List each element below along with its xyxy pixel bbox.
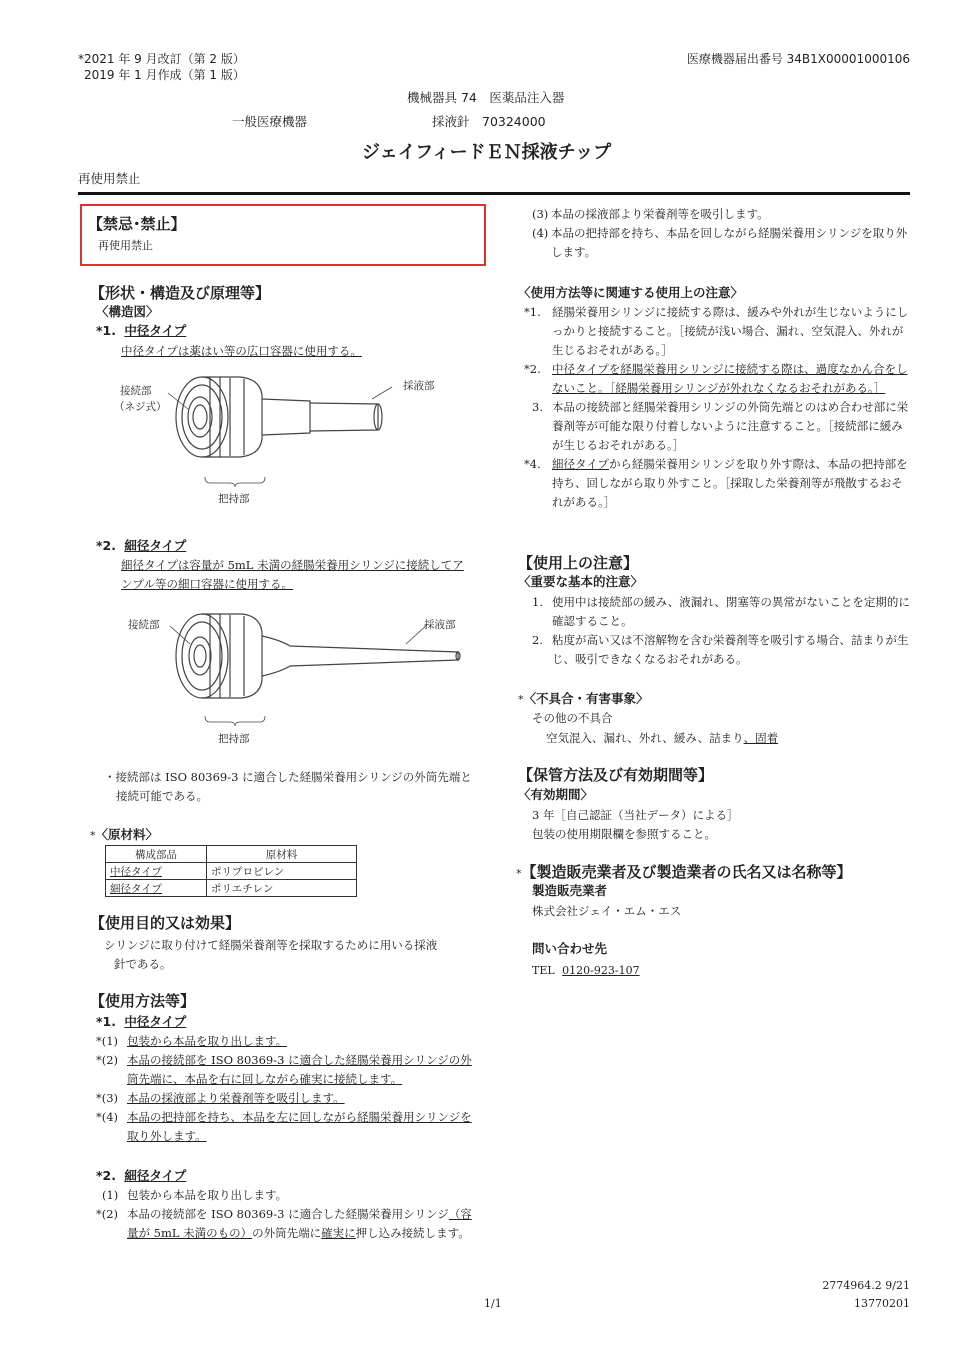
usage1-heading bbox=[96, 1013, 186, 1031]
usage1-steps bbox=[96, 1032, 482, 1146]
prohibition-title: 【禁忌･禁止】 bbox=[88, 215, 186, 233]
validity-line1: 3 年［自己認証（当社データ）による］ bbox=[532, 808, 739, 822]
narrow-tip-diagram bbox=[110, 600, 470, 740]
note-bullet: ・ bbox=[104, 770, 116, 784]
item-text: 使用中は接続部の緩み、液漏れ、閉塞等の異常がないことを定期的に確認すること。 bbox=[552, 595, 910, 628]
registration-number: 医療機器届出番号 34B1X00001000106 bbox=[686, 52, 910, 66]
list-item bbox=[96, 1089, 482, 1108]
list-item bbox=[96, 1205, 482, 1243]
important-list bbox=[532, 593, 910, 669]
table-row bbox=[106, 880, 357, 897]
adverse-subtitle: 〈不具合・有害事象〉 bbox=[523, 691, 649, 706]
footer-page: 1/1 bbox=[484, 1297, 502, 1310]
usage-section-title: 【使用方法等】 bbox=[90, 992, 196, 1010]
step-marker: *(4) bbox=[96, 1110, 119, 1124]
list-item bbox=[532, 593, 910, 631]
table-row bbox=[106, 863, 357, 880]
validity-line2: 包装の使用期限欄を参照すること。 bbox=[532, 827, 716, 841]
maker-name: 株式会社ジェイ・エム・エス bbox=[532, 904, 682, 918]
type1-description: 中径タイプは薬はい等の広口容器に使用する。 bbox=[121, 344, 362, 358]
type2-mark: *2. bbox=[96, 538, 116, 553]
step-marker: (1) bbox=[102, 1188, 119, 1202]
connector-note-line1 bbox=[104, 768, 472, 787]
list-item bbox=[526, 224, 910, 262]
footer-code1: 2774964.2 9/21 bbox=[822, 1279, 910, 1292]
step-marker: *(2) bbox=[96, 1207, 119, 1221]
product-title: ジェイフィードＥＮ採液チップ bbox=[362, 142, 612, 163]
maker-subtitle: 製造販売業者 bbox=[532, 883, 608, 898]
maker-mark: * bbox=[516, 867, 522, 880]
table-header-cell: 原材料 bbox=[207, 846, 357, 863]
tel-label: TEL bbox=[532, 964, 555, 977]
diagram2-connect-label: 接続部 bbox=[128, 619, 160, 631]
usage2-steps bbox=[96, 1186, 482, 1243]
contact-subtitle: 問い合わせ先 bbox=[532, 941, 608, 956]
item-text: 経腸栄養用シリンジに接続する際は、緩みや外れが生じないようにしっかりと接続すること。［接続が浅い場合、漏れ、空気混入、外れが生じるおそれがある。］ bbox=[552, 305, 909, 357]
table-cell: 細径タイプ bbox=[106, 880, 207, 897]
right-steps bbox=[526, 205, 910, 262]
list-item bbox=[526, 205, 910, 224]
maker-section-title bbox=[516, 862, 852, 884]
type1-mark: *1. bbox=[96, 323, 116, 338]
prohibition-text: 再使用禁止 bbox=[98, 239, 153, 252]
validity-subtitle: 〈有効期間〉 bbox=[518, 787, 594, 802]
tel-number: 0120-923-107 bbox=[562, 964, 640, 977]
diagram2-grip-label: 把持部 bbox=[218, 733, 250, 745]
step-text-part: の外筒先端に bbox=[252, 1226, 322, 1240]
step-marker: *(2) bbox=[96, 1053, 119, 1067]
item-marker: 3. bbox=[532, 400, 543, 414]
material-heading bbox=[90, 826, 158, 845]
table-header-row bbox=[106, 846, 357, 863]
table-cell: ポリエチレン bbox=[207, 880, 357, 897]
step-text-part: ます。 bbox=[436, 1226, 470, 1240]
item-text bbox=[552, 455, 910, 512]
connector-note-line2: 接続可能である。 bbox=[116, 789, 208, 803]
item-text-part: から経腸栄養用シリンジを取り外す際は、本品の把持部を持ち、回しながら取り外すこと。［採取した栄養剤等が飛散するおそれがある。］ bbox=[552, 457, 908, 509]
item-marker: *4. bbox=[524, 457, 541, 471]
item-text: 粘度が高い又は不溶解物を含む栄養剤等を吸引する場合、詰まりが生じ、吸引できなくなるおそれがある。 bbox=[552, 633, 909, 666]
structure-subtitle: 〈構造図〉 bbox=[96, 304, 159, 319]
list-item bbox=[96, 1108, 482, 1146]
purpose-section-title: 【使用目的又は効果】 bbox=[90, 914, 241, 932]
precaution-section-title: 【使用上の注意】 bbox=[518, 554, 639, 572]
purpose-line2: 針である。 bbox=[114, 957, 172, 971]
step-text-part: （容量が 5mL 未満のもの） bbox=[127, 1207, 472, 1240]
list-item bbox=[524, 360, 910, 398]
usage1-title: 中径タイプ bbox=[124, 1014, 187, 1029]
step-text-part: 押し込み接続し bbox=[355, 1226, 437, 1240]
contact-tel bbox=[532, 961, 640, 980]
diagram1-grip-label: 把持部 bbox=[218, 493, 250, 505]
shape-section-title: 【形状・構造及び原理等】 bbox=[90, 284, 271, 302]
diagram1-sample-label: 採液部 bbox=[403, 380, 435, 392]
important-subtitle: 〈重要な基本的注意〉 bbox=[518, 574, 644, 589]
diagram1-connect-sub-label: （ネジ式） bbox=[114, 401, 167, 413]
material-mark: * bbox=[90, 829, 96, 842]
item-marker: 1. bbox=[532, 595, 543, 609]
medium-tip-diagram bbox=[110, 365, 440, 510]
item-text-part: 細径タイプ bbox=[552, 457, 609, 471]
list-item bbox=[524, 303, 910, 360]
item-marker: *2. bbox=[524, 362, 541, 376]
item-marker: *1. bbox=[524, 305, 541, 319]
usage1-mark: *1. bbox=[96, 1014, 116, 1029]
step-marker: (4) bbox=[532, 226, 549, 240]
type2-description-line1: 細径タイプは容量が 5mL 未満の経腸栄養用シリンジに接続してア bbox=[121, 558, 464, 572]
prohibition-box bbox=[80, 204, 486, 266]
step-text: 包装から本品を取り出します。 bbox=[127, 1188, 288, 1202]
material-subtitle: 〈原材料〉 bbox=[95, 827, 159, 842]
diagram2-sample-label: 採液部 bbox=[424, 619, 456, 631]
adverse-heading bbox=[518, 690, 649, 709]
note-text-1: 接続部は ISO 80369-3 に適合した経腸栄養用シリンジの外筒先端と bbox=[115, 770, 472, 784]
storage-section-title: 【保管方法及び有効期間等】 bbox=[518, 766, 714, 784]
step-marker: *(1) bbox=[96, 1034, 119, 1048]
step-text: 本品の把持部を持ち、本品を回しながら経腸栄養用シリンジを取り外します。 bbox=[551, 226, 908, 259]
usage-caution-subtitle: 〈使用方法等に関連する使用上の注意〉 bbox=[518, 285, 744, 300]
generic-name: 採液針 70324000 bbox=[432, 114, 546, 129]
list-item bbox=[524, 455, 910, 512]
adverse-mark: * bbox=[518, 693, 524, 706]
type2-description-line2: ンプル等の細口容器に使用する。 bbox=[121, 577, 294, 591]
no-reuse-label: 再使用禁止 bbox=[78, 171, 141, 186]
step-marker: (3) bbox=[532, 207, 549, 221]
revision-date: *2021 年 9 月改訂（第 2 版） bbox=[78, 52, 245, 66]
step-text: 本品の接続部を ISO 80369-3 に適合した経腸栄養用シリンジの外筒先端に、本品を右に回しながら確実に接続します。 bbox=[127, 1053, 472, 1086]
usage2-heading bbox=[96, 1167, 186, 1185]
footer-code2: 13770201 bbox=[854, 1297, 910, 1310]
diagram1-connect-label: 接続部 bbox=[120, 385, 152, 397]
step-text-part: 本品の接続部を ISO 80369-3 に適合した経腸栄養用シリンジ bbox=[127, 1207, 449, 1221]
materials-table bbox=[105, 845, 357, 897]
usage2-title: 細径タイプ bbox=[124, 1168, 187, 1183]
table-cell: ポリプロピレン bbox=[207, 863, 357, 880]
list-item bbox=[524, 398, 910, 455]
item-text: 本品の接続部と経腸栄養用シリンジの外筒先端とのはめ合わせ部に栄養剤等が可能な限り付着しないように注意すること。［接続部に緩みが生じるおそれがある。］ bbox=[552, 400, 909, 452]
step-text: 本品の採液部より栄養剤等を吸引します。 bbox=[551, 207, 769, 221]
adverse-list bbox=[546, 729, 778, 748]
adverse-list-added: 、固着 bbox=[743, 731, 779, 745]
step-text: 本品の採液部より栄養剤等を吸引します。 bbox=[127, 1091, 345, 1105]
type1-title: 中径タイプ bbox=[124, 323, 187, 338]
device-class: 一般医療機器 bbox=[232, 114, 308, 129]
list-item bbox=[96, 1032, 482, 1051]
type2-heading bbox=[96, 537, 186, 555]
item-text: 中径タイプを経腸栄養用シリンジに接続する際は、過度なかん合をしないこと。［経腸栄養用シリンジが外れなくなるおそれがある。］ bbox=[552, 362, 908, 395]
adverse-list-text: 空気混入、漏れ、外れ、緩み、詰まり bbox=[546, 731, 744, 745]
step-marker: *(3) bbox=[96, 1091, 119, 1105]
adverse-other: その他の不具合 bbox=[532, 711, 613, 725]
table-header-cell: 構成部品 bbox=[106, 846, 207, 863]
usage2-mark: *2. bbox=[96, 1168, 116, 1183]
step-text-part: 確実に bbox=[321, 1226, 356, 1240]
list-item bbox=[96, 1186, 482, 1205]
type1-heading bbox=[96, 322, 186, 340]
created-date: 2019 年 1 月作成（第 1 版） bbox=[84, 68, 245, 82]
type2-title: 細径タイプ bbox=[124, 538, 187, 553]
purpose-line1: シリンジに取り付けて経腸栄養剤等を採取するために用いる採液 bbox=[104, 938, 438, 952]
table-cell: 中径タイプ bbox=[106, 863, 207, 880]
step-text bbox=[127, 1205, 482, 1243]
list-item bbox=[96, 1051, 482, 1089]
step-text: 本品の把持部を持ち、本品を左に回しながら経腸栄養用シリンジを取り外します。 bbox=[127, 1110, 472, 1143]
item-marker: 2. bbox=[532, 633, 543, 647]
step-text: 包装から本品を取り出します。 bbox=[127, 1034, 288, 1048]
device-category: 機械器具 74 医薬品注入器 bbox=[407, 90, 565, 105]
list-item bbox=[532, 631, 910, 669]
header-divider bbox=[78, 192, 910, 195]
usage-caution-list bbox=[524, 303, 910, 512]
maker-title: 【製造販売業者及び製造業者の氏名又は名称等】 bbox=[521, 863, 852, 881]
